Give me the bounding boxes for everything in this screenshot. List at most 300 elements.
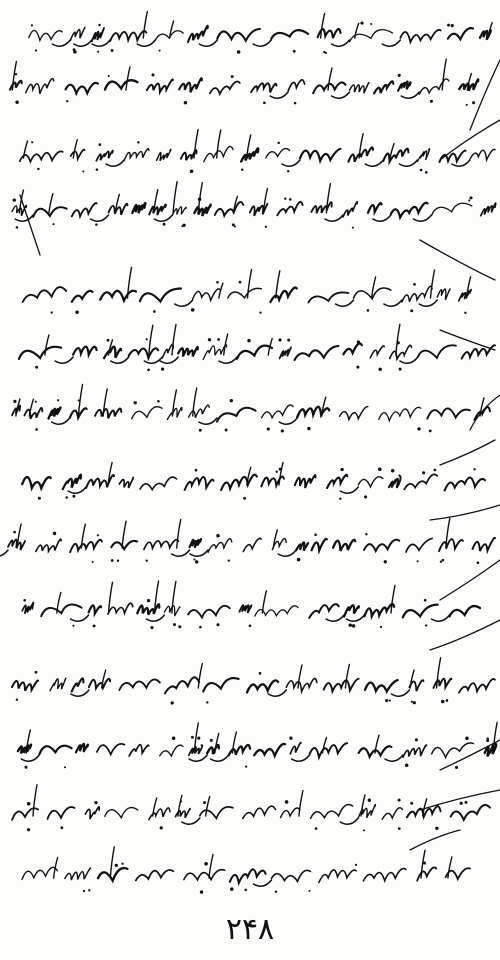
diacritic-dot [210, 739, 213, 742]
ascender-stroke [57, 593, 61, 614]
word-stroke [364, 604, 394, 616]
word-stroke [391, 203, 428, 218]
diacritic-dot [204, 862, 208, 866]
word-stroke [185, 477, 214, 490]
diacritic-dot [365, 533, 367, 535]
diacritic-dot [13, 531, 16, 534]
word-stroke [241, 148, 258, 161]
word-stroke [243, 806, 276, 818]
word-stroke [155, 31, 183, 40]
diacritic-dot [107, 339, 110, 342]
margin-note-stroke [470, 60, 500, 130]
diacritic-dot [307, 427, 310, 430]
diacritic-dot [368, 799, 371, 802]
ascender-stroke [103, 389, 107, 416]
word-stroke [147, 80, 173, 93]
word-stroke [132, 203, 145, 213]
descender-stroke [71, 690, 89, 696]
margin-note-stroke [440, 440, 495, 465]
diacritic-dot [389, 699, 391, 701]
word-stroke [406, 538, 432, 552]
word-stroke [215, 202, 244, 216]
diacritic-dot [195, 469, 198, 472]
descender-stroke [182, 818, 200, 824]
descender-stroke [419, 300, 437, 306]
diacritic-dot [297, 558, 301, 562]
word-stroke [111, 541, 137, 549]
diacritic-dot [360, 22, 363, 25]
diacritic-dot [216, 281, 219, 284]
word-stroke [432, 743, 474, 757]
ascender-stroke [143, 12, 147, 38]
ascender-stroke [206, 797, 210, 817]
descender-stroke [384, 300, 402, 306]
word-stroke [418, 345, 456, 358]
diacritic-dot [31, 24, 33, 26]
manuscript-line [12, 658, 495, 705]
diacritic-dot [147, 599, 150, 602]
word-stroke [390, 345, 412, 359]
word-stroke [149, 205, 166, 216]
word-stroke [403, 605, 438, 618]
descender-stroke [172, 550, 190, 556]
margin-note-stroke [440, 560, 500, 600]
ascender-stroke [177, 520, 181, 548]
descender-stroke [340, 487, 358, 493]
word-stroke [188, 606, 230, 618]
diacritic-dot [57, 399, 59, 401]
word-stroke [271, 30, 308, 39]
diacritic-dot [96, 168, 99, 171]
descender-stroke [189, 755, 207, 761]
word-stroke [210, 81, 240, 93]
diacritic-dot [37, 168, 39, 170]
diacritic-dot [97, 51, 99, 53]
word-stroke [286, 678, 317, 691]
diacritic-dot [83, 890, 85, 892]
word-stroke [24, 408, 42, 419]
diacritic-dot [151, 73, 154, 76]
word-stroke [229, 745, 250, 756]
word-stroke [124, 149, 149, 161]
word-stroke [108, 603, 133, 614]
word-stroke [417, 867, 436, 880]
margin-note-stroke [430, 620, 500, 650]
word-stroke [402, 286, 432, 302]
diacritic-dot [289, 737, 292, 740]
diacritic-dot [73, 50, 76, 53]
word-stroke [333, 540, 355, 551]
diacritic-dot [15, 101, 18, 104]
word-stroke [73, 347, 97, 355]
word-stroke [72, 291, 93, 302]
word-stroke [89, 605, 101, 613]
word-stroke [277, 202, 302, 215]
diacritic-dot [52, 223, 54, 225]
diacritic-dot [397, 341, 400, 344]
diacritic-dot [97, 534, 99, 536]
word-stroke [239, 605, 251, 613]
word-stroke [217, 408, 256, 422]
manuscript-line [10, 59, 478, 106]
margin-note-stroke [410, 830, 460, 850]
diacritic-dot [51, 311, 53, 313]
manuscript-line [22, 581, 480, 629]
diacritic-dot [134, 401, 137, 404]
diacritic-dot [410, 309, 413, 312]
diacritic-dot [72, 625, 74, 627]
word-stroke [36, 539, 61, 551]
diacritic-dot [241, 168, 243, 170]
diacritic-dot [349, 623, 352, 626]
word-stroke [26, 79, 54, 94]
word-stroke [179, 78, 202, 92]
diacritic-dot [38, 497, 41, 500]
word-stroke [311, 805, 353, 819]
word-stroke [165, 677, 199, 693]
descender-stroke [432, 615, 450, 621]
manuscript-line [12, 385, 490, 433]
diacritic-dot [82, 170, 84, 172]
ascender-stroke [172, 390, 176, 416]
diacritic-dot [323, 51, 325, 53]
diacritic-dot [153, 310, 156, 313]
word-stroke [451, 805, 490, 820]
diacritic-dot [171, 701, 174, 704]
diacritic-dot [35, 428, 38, 431]
word-stroke [280, 347, 292, 358]
diacritic-dot [230, 887, 233, 890]
diacritic-dot [249, 625, 252, 628]
diacritic-dot [417, 427, 420, 430]
word-stroke [383, 149, 408, 162]
diacritic-dot [23, 599, 26, 602]
diacritic-dot [178, 625, 181, 628]
diacritic-dot [191, 308, 195, 312]
diacritic-dot [420, 169, 423, 172]
word-stroke [290, 742, 301, 754]
margin-note-stroke [440, 120, 500, 160]
word-stroke [374, 81, 393, 93]
manuscript-line [12, 182, 496, 229]
word-stroke [251, 83, 276, 92]
descender-stroke [254, 880, 272, 886]
diacritic-dot [415, 738, 418, 741]
word-stroke [311, 202, 331, 213]
descender-stroke [55, 357, 73, 363]
word-stroke [109, 204, 128, 215]
word-stroke [382, 808, 402, 820]
descender-stroke [68, 487, 86, 493]
diacritic-dot [172, 737, 176, 741]
word-stroke [295, 475, 316, 488]
word-stroke [462, 345, 495, 358]
descender-stroke [0, 550, 8, 556]
diacritic-dot [234, 225, 236, 227]
word-stroke [270, 288, 296, 303]
diacritic-dot [216, 534, 220, 538]
word-stroke [319, 870, 356, 882]
word-stroke [129, 745, 149, 756]
word-stroke [230, 869, 266, 882]
diacritic-dot [391, 469, 394, 472]
descender-stroke [71, 615, 89, 621]
diacritic-dot [477, 561, 480, 564]
ascender-stroke [276, 271, 280, 298]
word-stroke [22, 867, 57, 879]
word-stroke [254, 744, 285, 756]
diacritic-dot [378, 467, 382, 471]
word-stroke [48, 807, 75, 819]
diacritic-dot [447, 24, 450, 27]
diacritic-dot [430, 100, 433, 103]
diacritic-dot [203, 801, 206, 804]
descender-stroke [399, 160, 417, 166]
diacritic-dot [35, 49, 37, 51]
diacritic-dot [424, 599, 427, 602]
diacritic-dot [206, 701, 208, 703]
diacritic-dot [340, 468, 343, 471]
word-stroke [41, 605, 81, 617]
word-stroke [184, 870, 225, 880]
diacritic-dot [410, 802, 413, 805]
diacritic-dot [137, 141, 139, 143]
ascender-stroke [170, 21, 174, 38]
diacritic-dot [294, 102, 297, 105]
word-stroke [288, 80, 305, 91]
diacritic-dot [145, 559, 147, 561]
word-stroke [95, 409, 121, 419]
word-stroke [19, 347, 61, 359]
diacritic-dot [157, 400, 160, 403]
descender-stroke [144, 357, 162, 363]
diacritic-dot [293, 50, 296, 53]
word-stroke [85, 807, 99, 819]
diacritic-dot [464, 312, 466, 314]
word-stroke [255, 606, 298, 616]
diacritic-dot [195, 560, 198, 563]
descender-stroke [253, 40, 271, 46]
ascender-stroke [322, 397, 326, 416]
ascender-stroke [49, 194, 53, 213]
diacritic-dot [367, 309, 370, 312]
diacritic-dot [200, 890, 203, 893]
word-stroke [203, 678, 238, 691]
diacritic-dot [161, 368, 164, 371]
descender-stroke [346, 615, 364, 621]
ascender-stroke [33, 785, 37, 816]
diacritic-dot [150, 626, 153, 629]
diacritic-dot [16, 226, 19, 229]
ascender-stroke [273, 530, 277, 548]
word-stroke [167, 408, 182, 420]
descender-stroke [373, 215, 391, 221]
word-stroke [76, 744, 88, 752]
word-stroke [247, 680, 278, 692]
diacritic-dot [385, 699, 388, 702]
word-stroke [190, 539, 202, 548]
word-stroke [105, 80, 137, 89]
ascender-stroke [45, 335, 49, 355]
diacritic-dot [181, 225, 183, 227]
descender-stroke [199, 418, 217, 424]
word-stroke [72, 678, 84, 691]
diacritic-dot [197, 737, 200, 740]
diacritic-dot [279, 468, 282, 471]
margin-note-stroke [430, 505, 500, 520]
word-stroke [417, 149, 429, 162]
word-stroke [203, 345, 226, 360]
word-stroke [193, 289, 220, 300]
word-stroke [12, 681, 38, 691]
ascender-stroke [219, 283, 223, 298]
word-stroke [140, 477, 177, 490]
diacritic-dot [111, 559, 114, 562]
descender-stroke [365, 160, 383, 166]
diacritic-dot [267, 427, 270, 430]
word-stroke [350, 83, 369, 94]
word-stroke [200, 807, 233, 819]
descender-stroke [452, 160, 470, 166]
descender-stroke [15, 215, 33, 221]
diacritic-dot [27, 828, 30, 831]
diacritic-dot [163, 223, 166, 226]
word-stroke [105, 808, 138, 818]
ascender-stroke [248, 270, 252, 298]
diacritic-dot [405, 763, 409, 767]
word-stroke [368, 203, 382, 213]
descender-stroke [74, 40, 92, 46]
diacritic-dot [263, 101, 266, 104]
descender-stroke [336, 300, 354, 306]
diacritic-dot [78, 399, 80, 401]
word-stroke [23, 287, 67, 302]
diacritic-dot [398, 74, 401, 77]
descender-stroke [340, 818, 358, 824]
ascender-stroke [299, 791, 303, 816]
word-stroke [66, 83, 99, 94]
word-stroke [459, 290, 471, 301]
diacritic-dot [94, 801, 97, 804]
diacritic-dot [27, 802, 31, 806]
word-stroke [100, 291, 136, 301]
ascender-stroke [328, 68, 332, 90]
descender-stroke [268, 690, 286, 696]
diacritic-dot [191, 736, 194, 739]
diacritic-dot [289, 198, 292, 201]
descender-stroke [111, 357, 129, 363]
diacritic-dot [237, 50, 241, 54]
word-stroke [178, 347, 198, 356]
ascender-stroke [410, 670, 414, 688]
diacritic-dot [35, 401, 37, 403]
word-stroke [129, 348, 159, 358]
descender-stroke [382, 40, 400, 46]
ascender-stroke [321, 14, 325, 39]
diacritic-dot [146, 338, 148, 340]
descender-stroke [146, 615, 164, 621]
ascender-stroke [391, 585, 395, 613]
word-stroke [208, 539, 232, 553]
descender-stroke [52, 40, 70, 46]
word-stroke [481, 203, 496, 216]
diacritic-dot [284, 198, 286, 200]
word-stroke [450, 606, 481, 616]
descender-stroke [332, 92, 350, 98]
word-stroke [157, 150, 171, 161]
word-stroke [300, 149, 340, 161]
word-stroke [98, 868, 127, 881]
word-stroke [343, 343, 361, 354]
word-stroke [22, 602, 33, 613]
diacritic-dot [160, 826, 163, 829]
word-stroke [419, 79, 449, 94]
word-stroke [72, 203, 97, 216]
descender-stroke [92, 40, 110, 46]
diacritic-dot [399, 368, 402, 371]
ascender-stroke [396, 324, 400, 355]
diacritic-dot [121, 863, 123, 865]
word-stroke [400, 30, 440, 42]
manuscript-line [18, 722, 497, 769]
diacritic-dot [435, 827, 438, 830]
diacritic-dot [440, 561, 442, 563]
word-stroke [89, 679, 110, 688]
diacritic-dot [460, 802, 463, 805]
word-stroke [237, 346, 272, 359]
ascender-stroke [442, 59, 446, 90]
margin-note-stroke [440, 740, 500, 770]
word-stroke [63, 475, 81, 490]
diacritic-dot [276, 471, 278, 473]
diacritic-dot [115, 864, 118, 867]
word-stroke [132, 407, 162, 419]
word-stroke [281, 808, 300, 818]
word-stroke [104, 347, 121, 358]
manuscript-line [23, 267, 472, 314]
ascender-stroke [172, 324, 176, 355]
word-stroke [172, 207, 186, 216]
word-stroke [473, 538, 496, 551]
descender-stroke [292, 755, 310, 761]
diacritic-dot [446, 699, 449, 702]
word-stroke [204, 146, 233, 161]
diacritic-dot [247, 339, 250, 342]
diacritic-dot [465, 737, 469, 741]
word-stroke [437, 289, 450, 300]
word-stroke [217, 29, 260, 41]
word-stroke [144, 540, 178, 550]
word-stroke [136, 870, 174, 880]
diacritic-dot [244, 889, 247, 892]
diacritic-dot [363, 829, 365, 831]
diacritic-dot [472, 101, 475, 104]
diacritic-dot [486, 739, 489, 742]
word-stroke [243, 538, 261, 551]
word-stroke [272, 870, 311, 881]
word-stroke [448, 28, 473, 39]
word-stroke [485, 744, 497, 756]
word-stroke [327, 475, 347, 488]
ascender-stroke [110, 847, 114, 878]
word-stroke [70, 540, 102, 552]
diacritic-dot [413, 283, 416, 286]
descender-stroke [199, 40, 217, 46]
diacritic-dot [239, 281, 242, 284]
ascender-stroke [172, 581, 176, 613]
diacritic-dot [352, 227, 354, 229]
diacritic-dot [184, 101, 187, 104]
